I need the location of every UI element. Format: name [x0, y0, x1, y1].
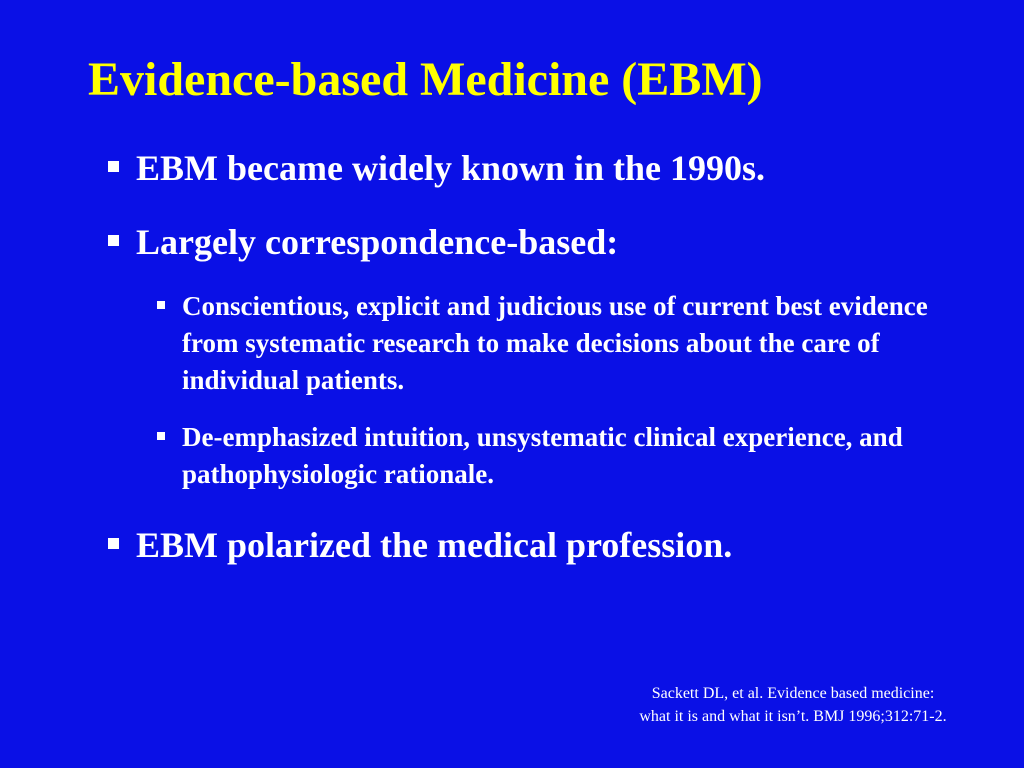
sub-bullet-text: De-emphasized intuition, unsystematic clinical experience, and pathophysiologic rationale. [182, 422, 903, 489]
bullet-text: EBM became widely known in the 1990s. [136, 148, 766, 188]
bullet-text: Largely correspondence-based: [136, 222, 619, 262]
square-bullet-icon [108, 235, 119, 246]
bullet-item [108, 146, 765, 190]
bullet-item [108, 220, 618, 264]
square-bullet-icon [157, 301, 165, 309]
sub-bullet-text: Conscientious, explicit and judicious use of current best evidence from systematic research to make decisions about the care of individual patients. [182, 291, 928, 395]
citation-line: Sackett DL, et al. Evidence based medicine: [651, 685, 935, 702]
square-bullet-icon [157, 432, 165, 440]
square-bullet-icon [108, 538, 119, 549]
citation [580, 682, 1006, 728]
sub-bullet-item [157, 419, 937, 493]
sub-bullet-item [157, 288, 937, 399]
bullet-item [108, 523, 732, 567]
slide-title: Evidence-based Medicine (EBM) [88, 53, 763, 106]
square-bullet-icon [108, 161, 119, 172]
bullet-text: EBM polarized the medical profession. [136, 525, 733, 565]
citation-line: what it is and what it isn’t. BMJ 1996;312:71-2. [639, 708, 947, 725]
